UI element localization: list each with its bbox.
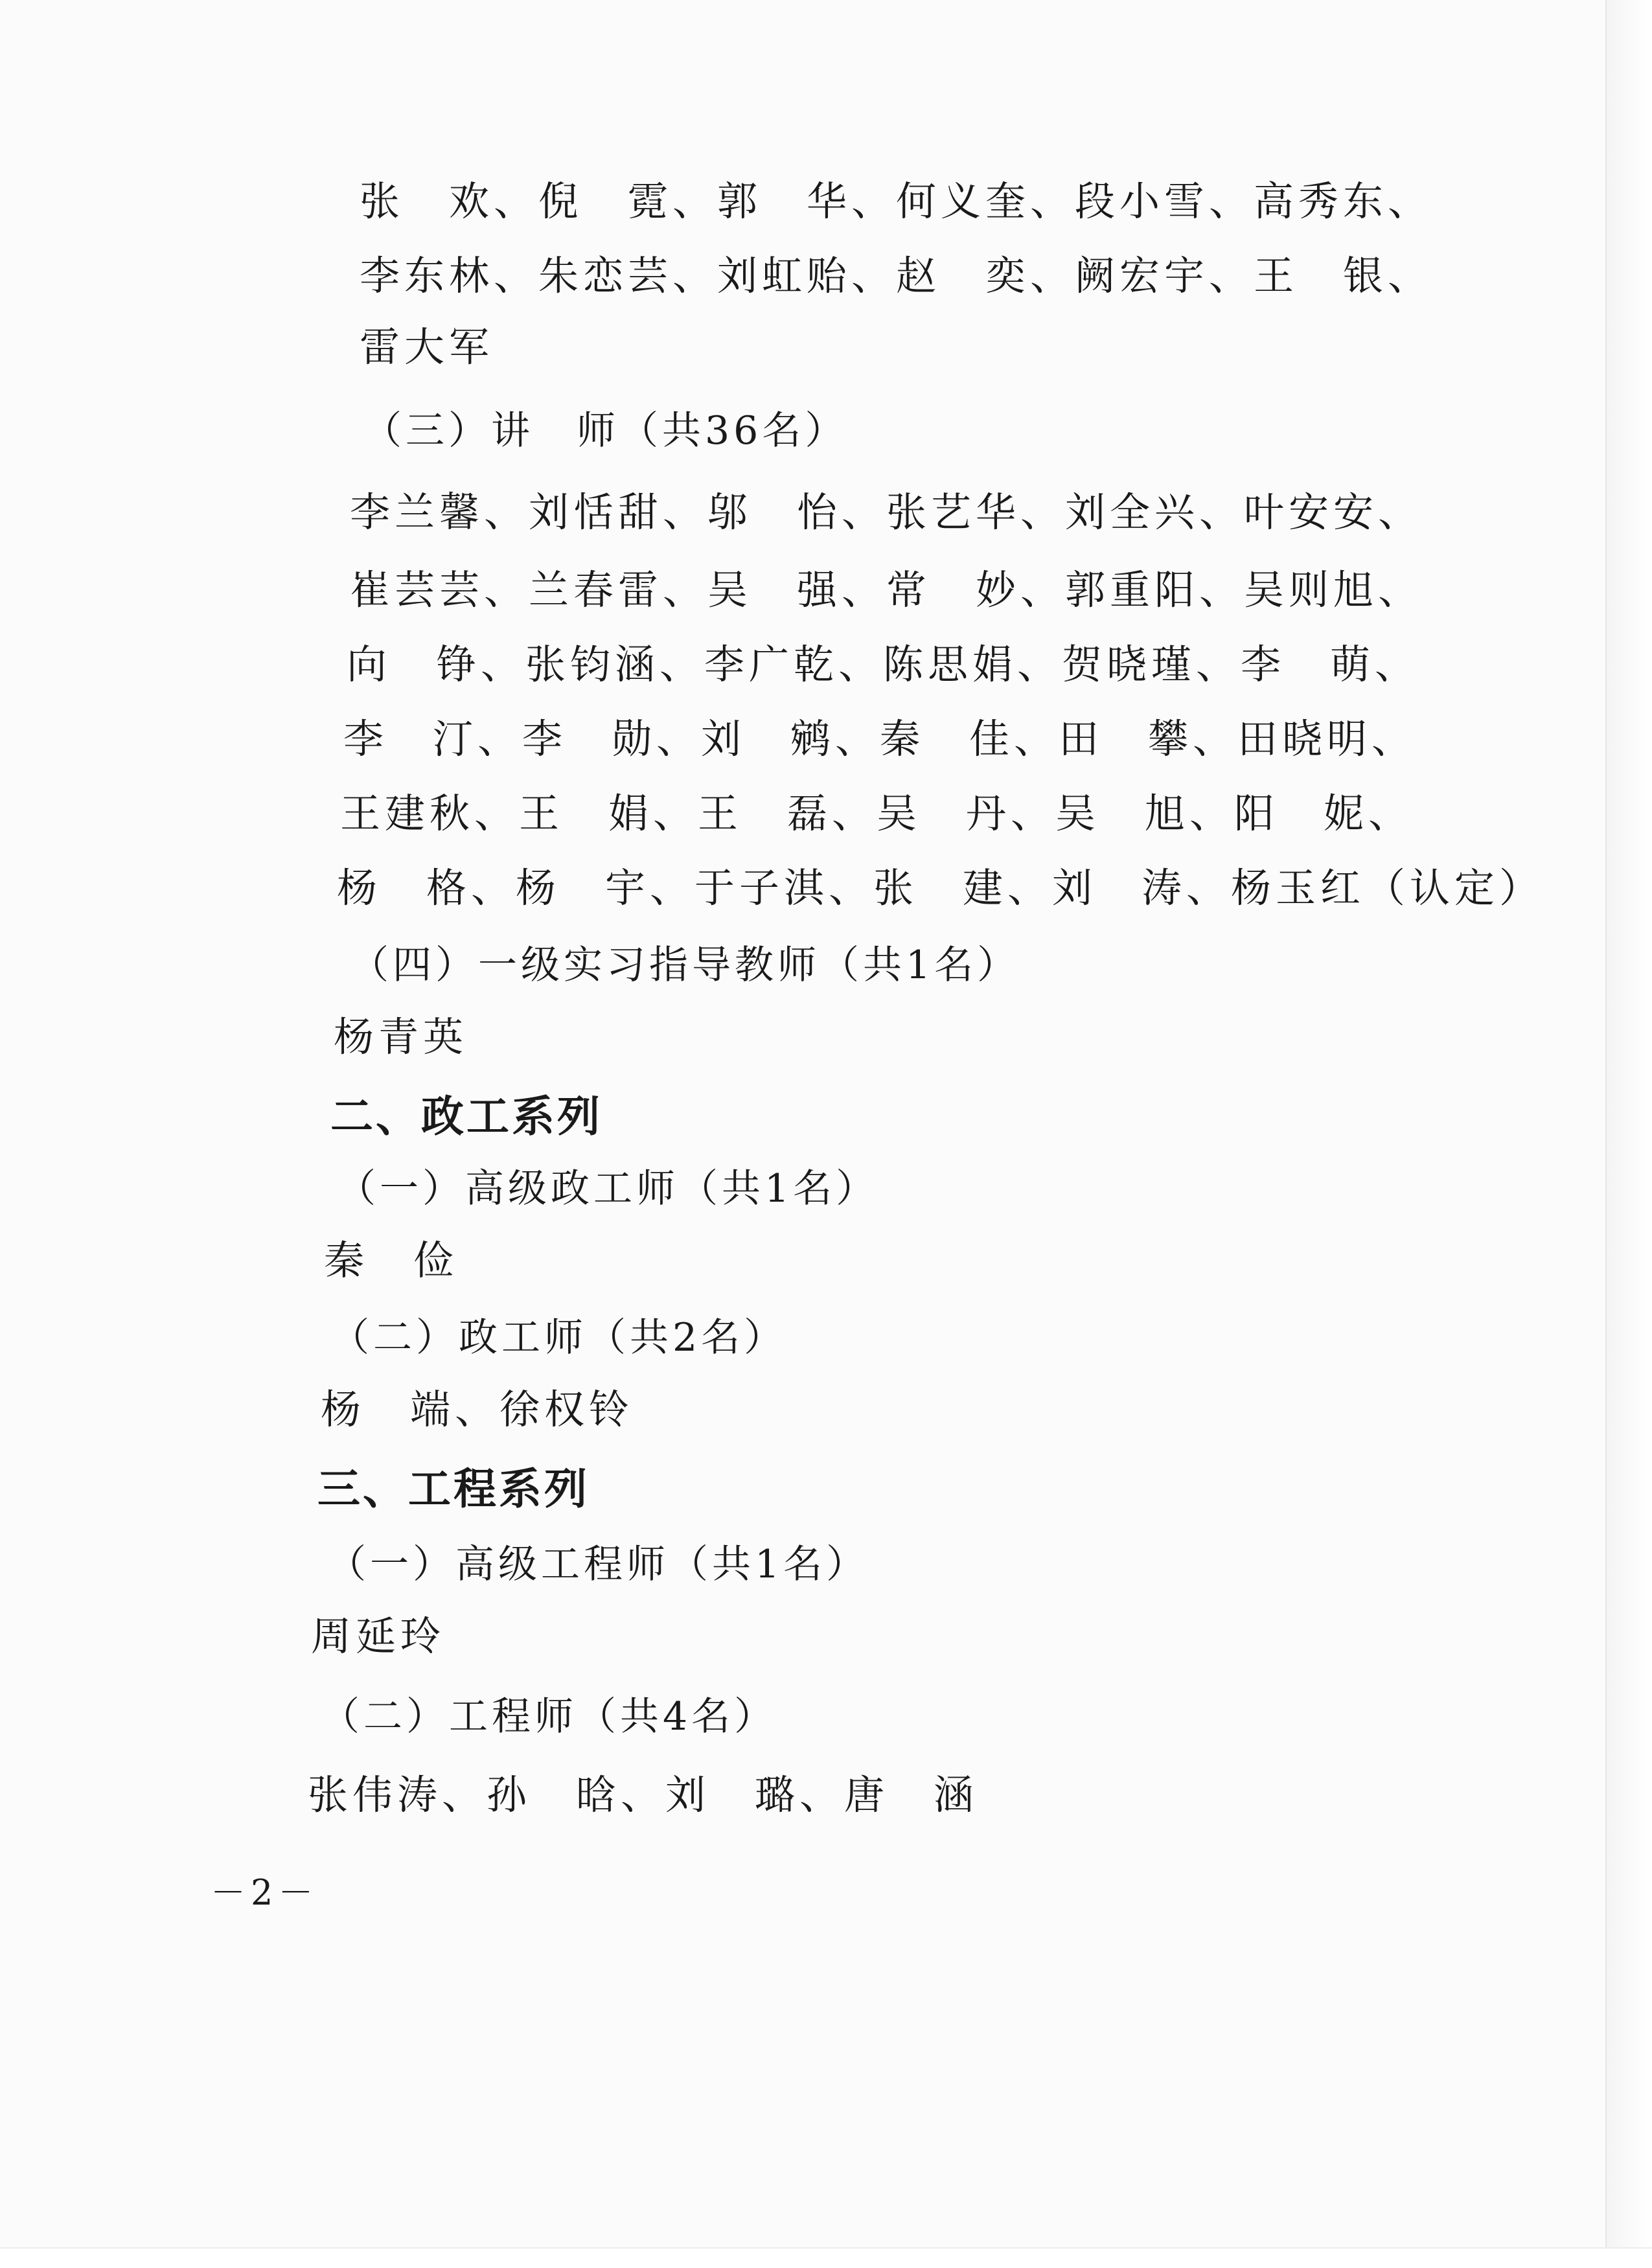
- name-line-2: 李东林、朱恋芸、刘虹贻、赵 奕、阙宏宇、王 银、: [360, 252, 1433, 299]
- scan-edge-bottom: [0, 2247, 1652, 2268]
- section-heading-political: 二、政工系列: [330, 1091, 602, 1141]
- subheading-senior-engineer: （一）高级工程师（共1名）: [327, 1542, 869, 1587]
- subheading-political: （二）政工师（共2名）: [330, 1315, 787, 1360]
- name-line-14: 张伟涛、孙 晗、刘 璐、唐 涵: [308, 1771, 979, 1818]
- subheading-lecturer: （三）讲 师（共36名）: [363, 408, 848, 453]
- name-line-9: 杨 格、杨 宇、于子淇、张 建、刘 涛、杨玉红（认定）: [337, 864, 1544, 911]
- page-number: －2－: [211, 1872, 319, 1913]
- name-line-1: 张 欢、倪 霓、郭 华、何义奎、段小雪、高秀东、: [360, 178, 1433, 225]
- subheading-engineer: （二）工程师（共4名）: [321, 1694, 777, 1739]
- name-line-11: 秦 俭: [324, 1237, 459, 1284]
- name-line-4: 李兰馨、刘恬甜、邬 怡、张艺华、刘全兴、叶安安、: [350, 488, 1423, 536]
- name-line-8: 王建秋、王 娟、王 磊、吴 丹、吴 旭、阳 妮、: [340, 790, 1414, 837]
- name-line-5: 崔芸芸、兰春雷、吴 强、常 妙、郭重阳、吴则旭、: [350, 566, 1423, 613]
- section-heading-engineering: 三、工程系列: [317, 1463, 590, 1514]
- scan-edge-right: [1605, 0, 1652, 2268]
- subheading-senior-political: （一）高级政工师（共1名）: [337, 1166, 879, 1211]
- name-line-12: 杨 端、徐权铃: [321, 1386, 634, 1433]
- subheading-practice-instructor: （四）一级实习指导教师（共1名）: [350, 943, 1020, 988]
- name-line-3: 雷大军: [360, 323, 494, 371]
- name-line-6: 向 铮、张钧涵、李广乾、陈思娟、贺晓瑾、李 萌、: [347, 641, 1420, 688]
- name-line-13: 周延玲: [311, 1612, 446, 1660]
- name-line-7: 李 汀、李 勋、刘 鹓、秦 佳、田 攀、田晓明、: [343, 715, 1417, 762]
- name-line-10: 杨青英: [334, 1013, 468, 1060]
